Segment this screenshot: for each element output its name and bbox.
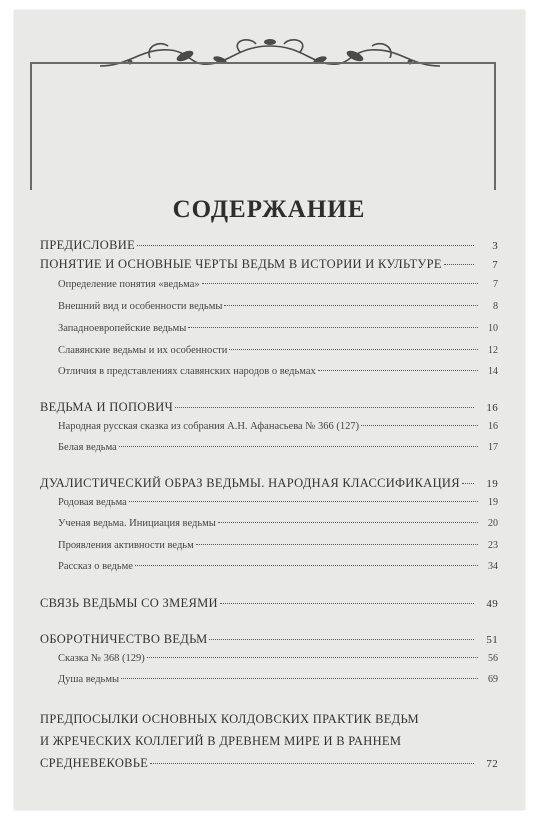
toc-subentry: Западноевропейские ведьмы 10 [58, 323, 498, 334]
toc-subentry: Душа ведьмы 69 [58, 674, 498, 685]
toc-subentry: Родовая ведьма 19 [58, 497, 498, 508]
toc-entry: ПОНЯТИЕ И ОСНОВНЫЕ ЧЕРТЫ ВЕДЬМ В ИСТОРИИ И КУЛЬТУРЕ 7 [40, 257, 498, 271]
toc-entry: СРЕДНЕВЕКОВЬЕ 72 [40, 756, 498, 770]
toc-subentry: Проявления активности ведьм 23 [58, 540, 498, 551]
frame-right-border [494, 62, 496, 190]
toc-subentry: Ученая ведьма. Инициация ведьмы 20 [58, 518, 498, 529]
toc-subentry: Славянские ведьмы и их особенности 12 [58, 345, 498, 356]
toc-entry-line: ПРЕДПОСЫЛКИ ОСНОВНЫХ КОЛДОВСКИХ ПРАКТИК ВЕДЬМ [40, 712, 419, 726]
toc-subentry: Определение понятия «ведьма» 7 [58, 279, 498, 290]
toc-subentry: Сказка № 368 (129) 56 [58, 653, 498, 664]
toc-entry: ВЕДЬМА И ПОПОВИЧ 16 [40, 400, 498, 414]
toc-entry: ОБОРОТНИЧЕСТВО ВЕДЬМ 51 [40, 632, 498, 646]
toc-subentry: Белая ведьма 17 [58, 442, 498, 453]
toc-subentry: Отличия в представлениях славянских народов о ведьмах 14 [58, 366, 498, 377]
decorative-frame [30, 62, 496, 192]
toc-entry: ПРЕДИСЛОВИЕ 3 [40, 238, 498, 252]
toc-entry-line: И ЖРЕЧЕСКИХ КОЛЛЕГИЙ В ДРЕВНЕМ МИРЕ И В РАННЕМ [40, 734, 402, 748]
frame-left-border [30, 62, 32, 190]
toc-subentry: Народная русская сказка из собрания А.Н. Афанасьева № 366 (127) 16 [58, 421, 498, 432]
toc-subentry: Рассказ о ведьме 34 [58, 561, 498, 572]
toc-subentry: Внешний вид и особенности ведьмы 8 [58, 301, 498, 312]
page-title: СОДЕРЖАНИЕ [172, 196, 366, 223]
toc-entry: СВЯЗЬ ВЕДЬМЫ СО ЗМЕЯМИ 49 [40, 596, 498, 610]
toc-entry: ДУАЛИСТИЧЕСКИЙ ОБРАЗ ВЕДЬМЫ. НАРОДНАЯ КЛАССИФИКАЦИЯ 19 [40, 476, 498, 490]
